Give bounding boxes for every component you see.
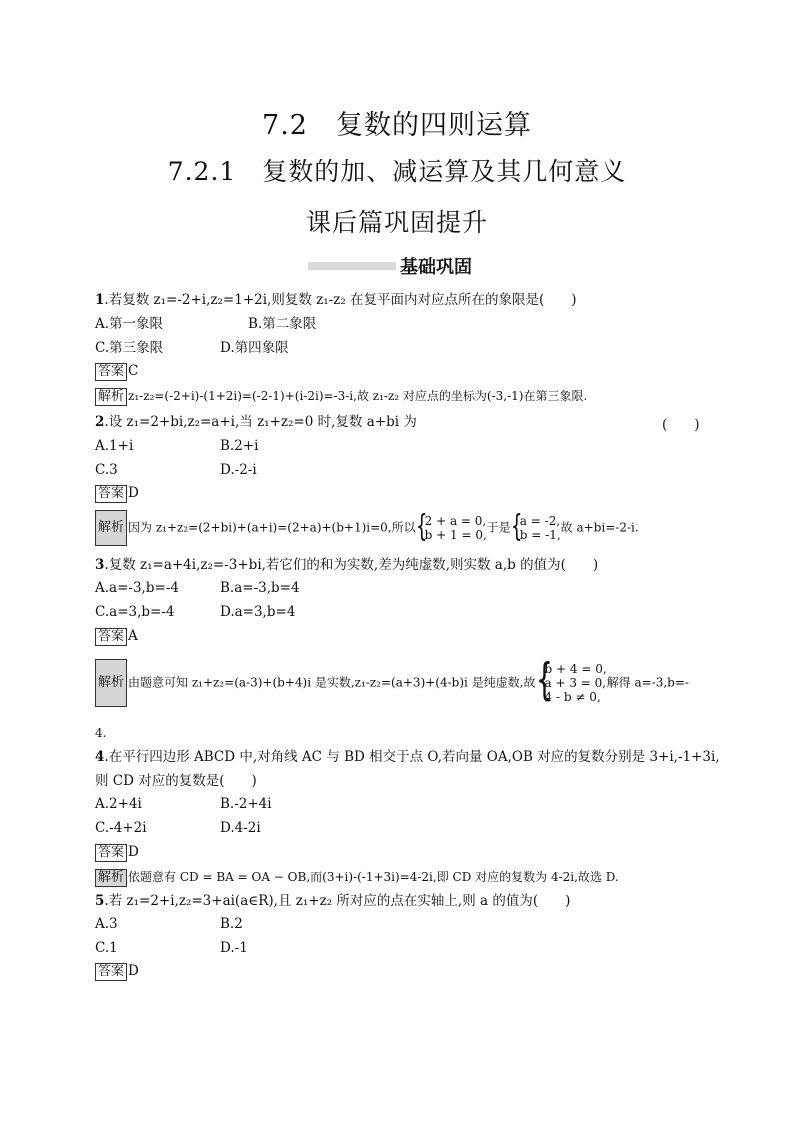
q3-option-c: C.a=3,b=-4 (95, 604, 175, 620)
equation-system: { 2 + a = 0, b + 1 = 0, (415, 509, 487, 544)
section-bar (308, 262, 396, 270)
q5-option-a: A.3 (95, 916, 118, 932)
q4-analysis: 解析 依题意有 CD = BA = OA − OB,而(3+i)-(-1+3i)=4-2i,即 CD 对应的复数为 4-2i,故选 D. (95, 868, 619, 887)
q1-stem: 1.若复数 z₁=-2+i,z₂=1+2i,则复数 z₁-z₂ 在复平面内对应点所在的象限是( ) (95, 292, 577, 308)
q4-option-d: D.4-2i (220, 820, 261, 836)
q4-option-a: A.2+4i (95, 796, 142, 812)
q4-option-c: C.-4+2i (95, 820, 147, 836)
answer-tag: 答案 (95, 485, 127, 503)
exercise-title: 课后篇巩固提升 (305, 208, 488, 237)
equation-system: { a = -2, b = -1, (510, 509, 561, 544)
answer-tag: 答案 (95, 628, 127, 646)
q1-option-a: A.第一象限 (95, 316, 164, 332)
q3-option-d: D.a=3,b=4 (220, 604, 296, 620)
answer-tag: 答案 (95, 963, 127, 981)
q1-option-c: C.第三象限 (95, 340, 164, 356)
chapter-title: 7.2 复数的四则运算 (262, 110, 532, 141)
q5-option-c: C.1 (95, 940, 118, 956)
q3-option-b: B.a=-3,b=4 (220, 580, 300, 596)
q2-option-b: B.2+i (220, 438, 259, 454)
lesson-title: 7.2.1 复数的加、减运算及其几何意义 (167, 157, 627, 186)
q3-answer: 答案 A (95, 627, 138, 646)
q3-analysis-overflow: 4. (95, 726, 107, 740)
q1-answer: 答案 C (95, 362, 138, 381)
section-label: 基础巩固 (400, 257, 472, 278)
q2-answer: 答案 D (95, 484, 139, 503)
analysis-tag: 解析 (95, 869, 127, 887)
q2-answer-paren: ( ) (662, 417, 700, 433)
q4-option-b: B.-2+4i (220, 796, 272, 812)
answer-tag: 答案 (95, 844, 127, 862)
q1-analysis: 解析 z₁-z₂=(-2+i)-(1+2i)=(-2-1)+(i-2i)=-3-i,故 z₁-z₂ 对应点的坐标为(-3,-1)在第三象限. (95, 387, 587, 406)
answer-tag: 答案 (95, 363, 127, 381)
q2-analysis: 解析 因为 z₁+z₂=(2+bi)+(a+i)=(2+a)+(b+1)i=0,所以 { 2 + a = 0, b + 1 = 0, 于是 { a = -2, b = -1, 故 a+bi=-2-i. (95, 510, 639, 546)
q5-option-b: B.2 (220, 916, 243, 932)
equation-system: { b + 4 = 0, a + 3 = 0, 4 - b ≠ 0, (535, 654, 607, 705)
q1-option-b: B.第二象限 (248, 316, 317, 332)
q4-stem-line1: 4.在平行四边形 ABCD 中,对角线 AC 与 BD 相交于点 O,若向量 OA,OB 对应的复数分别是 3+i,-1+3i, (95, 749, 720, 765)
q4-answer: 答案 D (95, 843, 139, 862)
analysis-tag: 解析 (95, 510, 127, 546)
q5-stem: 5.若 z₁=2+i,z₂=3+ai(a∈R),且 z₁+z₂ 所对应的点在实轴上,则 a 的值为( ) (95, 893, 571, 909)
q3-stem: 3.复数 z₁=a+4i,z₂=-3+bi,若它们的和为实数,差为纯虚数,则实数 a,b 的值为( ) (95, 557, 599, 573)
q3-analysis: 解析 由题意可知 z₁+z₂=(a-3)+(b+4)i 是实数,z₁-z₂=(a+3)+(4-b)i 是纯虚数,故 { b + 4 = 0, a + 3 = 0, 4 - b ≠ 0, 解得 a=-3,b=- (95, 659, 689, 707)
analysis-tag: 解析 (95, 388, 127, 406)
q2-option-d: D.-2-i (220, 462, 257, 478)
q5-answer: 答案 D (95, 962, 139, 981)
q3-option-a: A.a=-3,b=-4 (95, 580, 179, 596)
q5-option-d: D.-1 (220, 940, 248, 956)
q2-stem: 2.设 z₁=2+bi,z₂=a+i,当 z₁+z₂=0 时,复数 a+bi 为 (95, 414, 417, 430)
section-header (308, 255, 472, 277)
analysis-tag: 解析 (95, 659, 127, 707)
q2-option-a: A.1+i (95, 438, 134, 454)
q2-option-c: C.3 (95, 462, 118, 478)
q4-stem-line2: 则 CD 对应的复数是( ) (95, 773, 257, 789)
q1-option-d: D.第四象限 (220, 340, 289, 356)
